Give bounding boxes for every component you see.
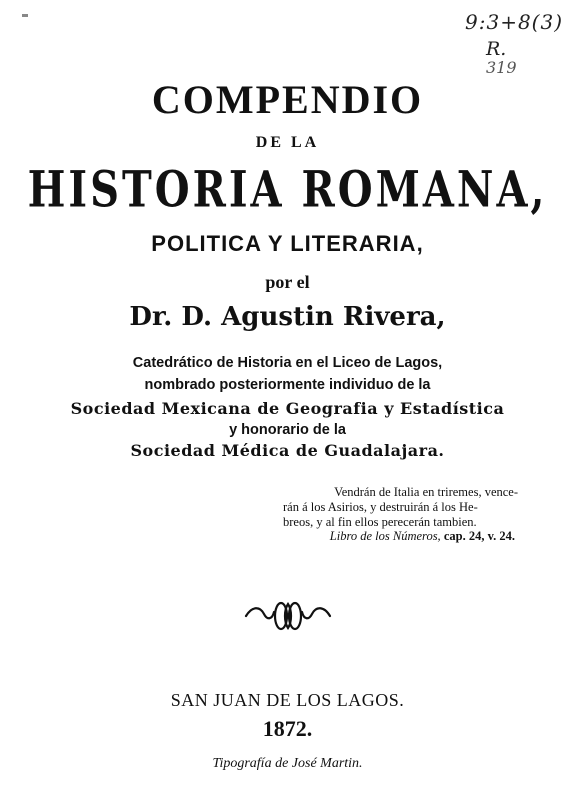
imprint-printer: Tipografía de José Martin.	[212, 756, 363, 771]
citation-source: Libro de los Números,	[329, 529, 441, 543]
author-name: Dr. D. Agustin Rivera,	[129, 302, 446, 332]
printer-ornament-icon	[242, 596, 334, 636]
credential-line: nombrado posteriormente individuo de la	[144, 377, 431, 393]
shelf-mark-line3: 319	[486, 58, 517, 77]
epigraph-line: Vendrán de Italia en triremes, vence-	[334, 485, 518, 499]
imprint-year: 1872.	[262, 716, 313, 741]
citation-ref: cap. 24, v. 24.	[443, 529, 515, 543]
epigraph-citation	[283, 529, 515, 544]
epigraph-line: rán á los Asirios, y destruirán á los He-	[283, 500, 478, 514]
subtitle: POLITICA Y LITERARIA,	[151, 231, 424, 256]
byline: por el	[265, 272, 310, 292]
credential-line: Sociedad Mexicana de Geografia y Estadística	[70, 399, 505, 418]
imprint-place: SAN JUAN DE LOS LAGOS.	[170, 690, 405, 710]
shelf-mark-line2: R.	[486, 38, 507, 60]
epigraph-line: breos, y al fin ellos perecerán tambien.	[283, 515, 477, 529]
title-compendio: COMPENDIO	[151, 77, 424, 122]
credential-line: y honorario de la	[229, 422, 346, 438]
credential-line: Sociedad Médica de Guadalajara.	[130, 441, 445, 460]
shelf-mark-line1: 9:3+8(3)	[465, 10, 563, 34]
speck-mark	[22, 14, 28, 17]
title-de-la: DE LA	[255, 134, 320, 151]
title-historia-romana: HISTORIA ROMANA,	[27, 160, 548, 219]
credential-line: Catedrático de Historia en el Liceo de Lagos,	[132, 355, 443, 371]
